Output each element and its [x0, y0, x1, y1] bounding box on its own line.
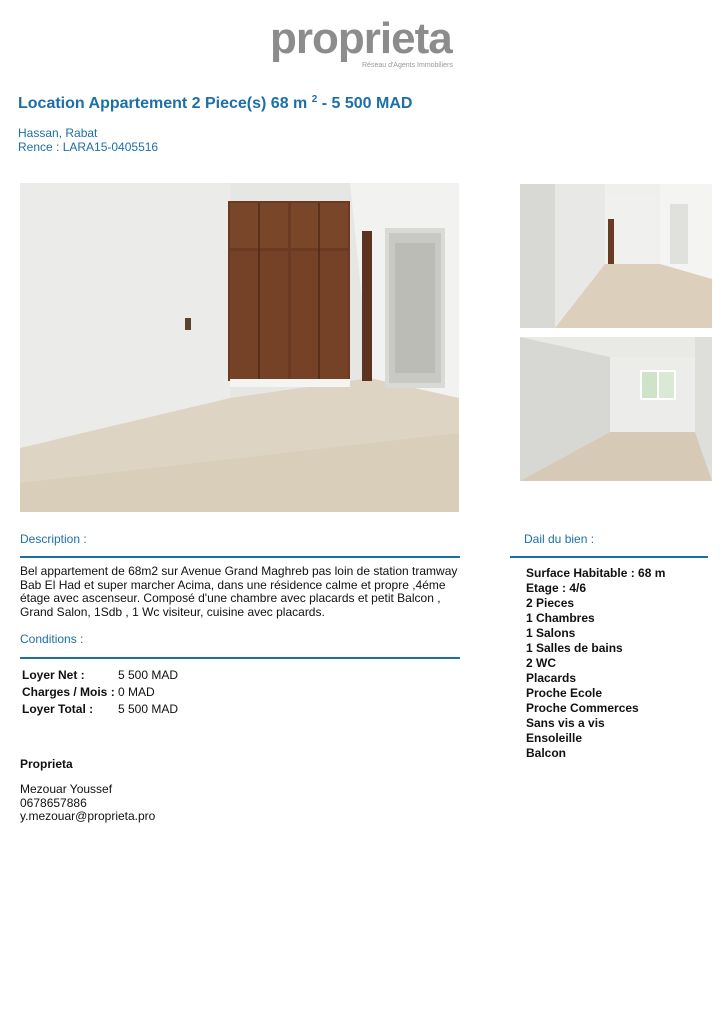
- agent-name: Mezouar Youssef: [20, 782, 113, 796]
- detail-item: 2 Pieces: [526, 596, 575, 610]
- description-rule: [20, 556, 460, 558]
- agency-name: Proprieta: [20, 757, 73, 771]
- conditions-rule: [20, 657, 460, 659]
- condition-label: Loyer Net :: [22, 668, 85, 682]
- title-price: - 5 500 MAD: [317, 95, 413, 112]
- condition-label: Loyer Total :: [22, 702, 94, 716]
- condition-row-loyer-total: [22, 702, 178, 716]
- detail-item: Balcon: [526, 746, 567, 760]
- main-photo[interactable]: [20, 183, 459, 512]
- detail-item: Ensoleille: [526, 731, 583, 745]
- thumbnail-photo-1[interactable]: [520, 184, 712, 328]
- condition-row-loyer-net: [22, 668, 178, 682]
- condition-value: 0 MAD: [118, 685, 155, 699]
- agent-phone[interactable]: 0678657886: [20, 795, 87, 810]
- agent-email[interactable]: y.mezouar@proprieta.pro: [20, 809, 156, 823]
- detail-item: Sans vis a vis: [526, 716, 605, 730]
- contact-block: [20, 783, 155, 824]
- description-heading: Description :: [20, 532, 87, 546]
- description-text: Bel appartement de 68m2 sur Avenue Grand Maghreb pas loin de station tramway Bab El Had et super marcher Acima, dans une résidence calme et propre ,4éme étage avec ascenseur. Composé d'une chambre avec placards et petit Balcon , Grand Salon, 1Sdb , 1 Wc visiteur, cuisine avec placards.: [20, 564, 458, 619]
- listing-title: [18, 94, 412, 113]
- details-list: [526, 566, 665, 761]
- detail-item: Proche Commerces: [526, 701, 639, 715]
- listing-location: Hassan, Rabat: [18, 126, 98, 140]
- detail-item: Surface Habitable : 68 m: [526, 566, 666, 580]
- detail-item: Placards: [526, 671, 577, 685]
- title-main: Location Appartement 2 Piece(s) 68 m: [18, 95, 308, 112]
- listing-reference: Rence : LARA15-0405516: [18, 140, 159, 154]
- details-heading: Dail du bien :: [524, 532, 595, 546]
- detail-item: 1 Chambres: [526, 611, 595, 625]
- condition-row-charges: [22, 685, 155, 699]
- condition-value: 5 500 MAD: [118, 668, 179, 682]
- detail-item: Proche Ecole: [526, 686, 603, 700]
- detail-item: 1 Salons: [526, 626, 576, 640]
- logo-wordmark: proprieta: [270, 14, 452, 63]
- condition-label: Charges / Mois :: [22, 685, 115, 699]
- detail-item: 2 WC: [526, 656, 556, 670]
- title-superscript: 2: [311, 94, 318, 105]
- conditions-heading: Conditions :: [20, 632, 84, 646]
- details-rule: [510, 556, 708, 558]
- condition-value: 5 500 MAD: [118, 702, 179, 716]
- detail-item: Etage : 4/6: [526, 581, 587, 595]
- detail-item: 1 Salles de bains: [526, 641, 623, 655]
- proprieta-logo: [270, 14, 480, 70]
- thumbnail-photo-2[interactable]: [520, 337, 712, 481]
- logo-tagline: Réseau d'Agents Immobiliers: [362, 62, 453, 69]
